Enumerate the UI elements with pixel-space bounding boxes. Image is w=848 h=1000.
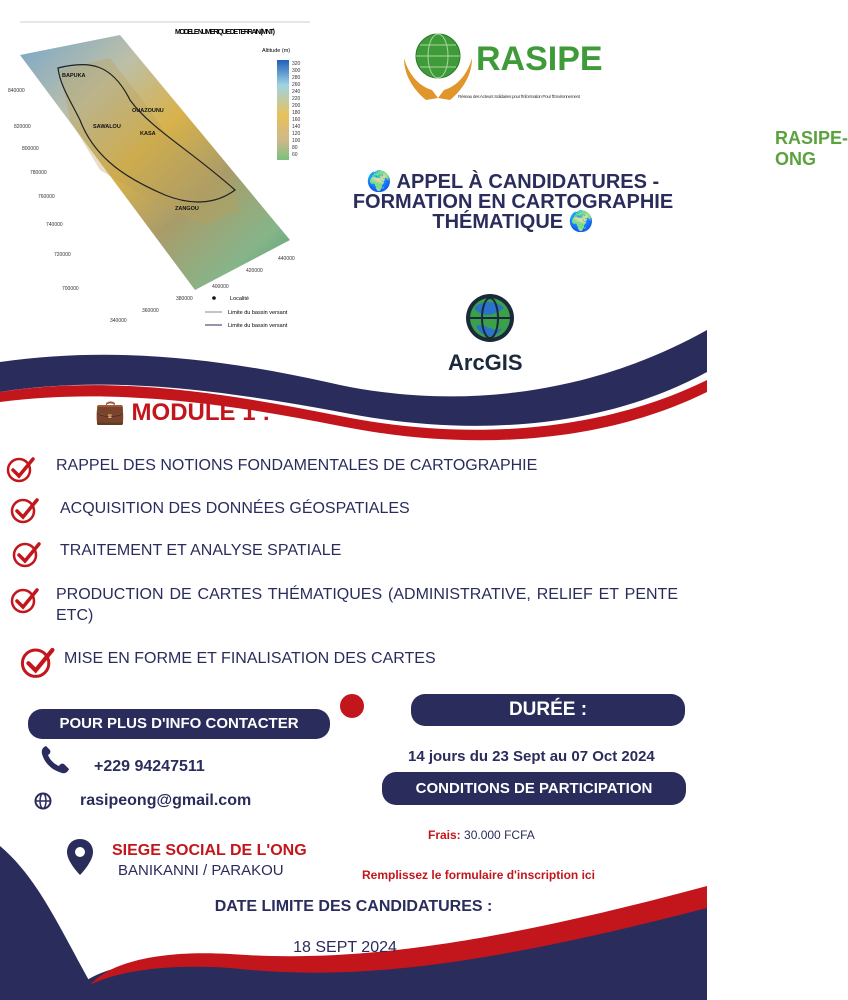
terrain-model-map xyxy=(0,0,320,340)
deadline-title: DATE LIMITE DES CANDIDATURES : xyxy=(214,898,493,915)
altitude-legend-bar xyxy=(277,60,289,160)
map-title: MODELE NUMERIQUE DE TERRAIN (MNT) xyxy=(175,29,275,36)
module-title: 💼 MODULE 1 : xyxy=(95,399,271,426)
svg-text:200: 200 xyxy=(292,103,301,109)
legend-item-localite: Localité xyxy=(230,296,249,302)
svg-text:320: 320 xyxy=(292,61,301,67)
place-label: BAPUKA xyxy=(62,73,86,79)
fees-line xyxy=(428,828,535,842)
deadline-date: 18 SEPT 2024 xyxy=(293,939,397,956)
org-name: RASIPE-ONG xyxy=(775,128,848,169)
svg-text:120: 120 xyxy=(292,131,301,137)
check-icon xyxy=(20,645,56,679)
check-icon xyxy=(6,455,36,483)
duration-title: DURÉE : xyxy=(411,694,685,726)
title-line: THÉMATIQUE 🌍 xyxy=(432,211,594,233)
svg-text:840000: 840000 xyxy=(8,88,25,94)
svg-text:160: 160 xyxy=(292,117,301,123)
registration-form-link[interactable]: Remplissez le formulaire d'inscription ici xyxy=(362,868,595,882)
page-title xyxy=(328,172,698,232)
svg-text:80: 80 xyxy=(292,145,298,151)
hq-title: SIEGE SOCIAL DE L'ONG xyxy=(112,842,307,859)
check-icon xyxy=(10,586,40,614)
svg-text:60: 60 xyxy=(292,152,298,158)
conditions-title: CONDITIONS DE PARTICIPATION xyxy=(382,772,686,805)
place-label: ZANGOU xyxy=(175,206,199,212)
email-link[interactable]: rasipeong@gmail.com xyxy=(80,792,252,809)
svg-text:780000: 780000 xyxy=(30,170,47,176)
svg-text:260: 260 xyxy=(292,82,301,88)
svg-text:720000: 720000 xyxy=(54,252,71,258)
svg-text:420000: 420000 xyxy=(246,268,263,274)
svg-text:180: 180 xyxy=(292,110,301,116)
svg-text:300: 300 xyxy=(292,68,301,74)
svg-text:360000: 360000 xyxy=(142,308,159,314)
svg-text:760000: 760000 xyxy=(38,194,55,200)
rasipe-logo xyxy=(398,18,603,108)
contact-title: POUR PLUS D'INFO CONTACTER xyxy=(28,709,330,739)
logo-text: RASIPE xyxy=(476,40,603,78)
svg-text:240: 240 xyxy=(292,89,301,95)
arcgis-logo xyxy=(440,290,550,375)
svg-text:740000: 740000 xyxy=(46,222,63,228)
location-pin-icon xyxy=(66,838,94,876)
svg-text:400000: 400000 xyxy=(212,284,229,290)
svg-text:820000: 820000 xyxy=(14,124,31,130)
legend-item-boundary: Limite du bassin versant xyxy=(228,310,288,316)
place-label: OUAZOUNU xyxy=(132,108,164,114)
logo-tagline: Réseau des Acteurs Solidaires pour l'Information Pour l'Environnement xyxy=(458,94,580,99)
globe-icon xyxy=(34,792,52,810)
check-icon xyxy=(10,496,40,524)
place-label: SAWALOU xyxy=(93,124,121,130)
arcgis-label: ArcGIS xyxy=(448,350,523,375)
svg-text:220: 220 xyxy=(292,96,301,102)
svg-text:140: 140 xyxy=(292,124,301,130)
module-item-text: RAPPEL DES NOTIONS FONDAMENTALES DE CARTOGRAPHIE xyxy=(56,457,538,474)
fees-value: 30.000 FCFA xyxy=(464,828,535,842)
module-item-text: ACQUISITION DES DONNÉES GÉOSPATIALES xyxy=(60,500,410,517)
svg-text:280: 280 xyxy=(292,75,301,81)
duration-value: 14 jours du 23 Sept au 07 Oct 2024 xyxy=(408,748,655,765)
phone-icon xyxy=(40,744,72,774)
title-line: 🌍 APPEL À CANDIDATURES - xyxy=(366,171,660,193)
title-line: FORMATION EN CARTOGRAPHIE xyxy=(352,191,674,213)
place-label: KASA xyxy=(140,131,156,137)
legend-title: Altitude (m) xyxy=(262,48,291,54)
fees-label: Frais: xyxy=(428,828,461,842)
module-item-text: PRODUCTION DE CARTES THÉMATIQUES (ADMINISTRATIVE, RELIEF ET PENTE ETC) xyxy=(56,586,678,624)
hq-address: BANIKANNI / PARAKOU xyxy=(118,862,284,879)
legend-item-boundary: Limite du bassin versant xyxy=(228,323,288,329)
svg-text:100: 100 xyxy=(292,138,301,144)
check-icon xyxy=(12,540,42,568)
svg-text:700000: 700000 xyxy=(62,286,79,292)
svg-text:440000: 440000 xyxy=(278,256,295,262)
module-item-text: TRAITEMENT ET ANALYSE SPATIALE xyxy=(60,542,342,559)
svg-text:800000: 800000 xyxy=(22,146,39,152)
svg-text:340000: 340000 xyxy=(110,318,127,324)
svg-text:380000: 380000 xyxy=(176,296,193,302)
module-item-text: MISE EN FORME ET FINALISATION DES CARTES xyxy=(64,650,436,667)
phone-number[interactable]: +229 94247511 xyxy=(94,758,205,775)
